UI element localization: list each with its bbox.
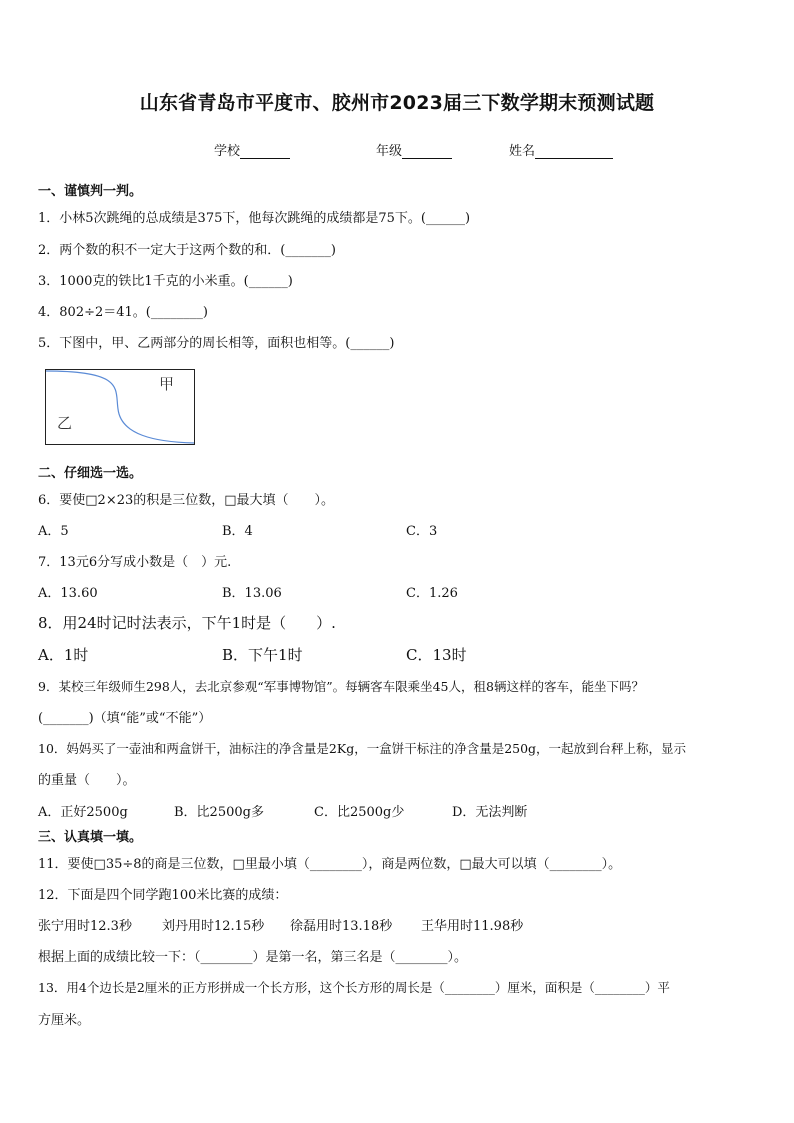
school-field[interactable] [214,140,290,159]
question-13-line-1: 13．用4个边长是2厘米的正方形拼成一个长方形，这个长方形的周长是（________）厘米，面积是（________）平 [38,980,670,995]
q6-option-b[interactable]: B．4 [222,524,253,539]
page-title: 山东省青岛市平度市、胶州市2023届三下数学期末预测试题 [139,92,655,114]
question-13-line-2: 方厘米。 [38,1013,91,1028]
q10-option-b[interactable]: B．比2500g多 [174,805,264,820]
q6-option-c[interactable]: C．3 [406,524,438,539]
question-2: 2．两个数的积不一定大于这两个数的和．(_______) [38,243,336,258]
q10-option-d[interactable]: D．无法判断 [452,805,528,820]
label-jia: 甲 [159,375,175,393]
section-2-heading: 二、仔细选一选。 [38,466,143,481]
q12-result-1: 张宁用时12.3秒 [38,919,132,934]
label-yi: 乙 [57,414,73,432]
question-10-line-1: 10．妈妈买了一壶油和两盒饼干，油标注的净含量是2Kg，一盒饼干标注的净含量是250g，一起放到台秤上称，显示 [38,741,687,756]
question-9-line-1: 9．某校三年级师生298人，去北京参观“军事博物馆”。每辆客车限乘坐45人，租8辆这样的客车，能坐下吗？ [38,679,644,694]
question-5: 5．下图中，甲、乙两部分的周长相等，面积也相等。(______) [38,336,395,351]
section-1-heading: 一、谨慎判一判。 [38,184,143,199]
q8-option-a[interactable]: A．1时 [38,646,89,664]
q12-result-4: 王华用时11.98秒 [421,919,524,934]
question-3: 3．1000克的铁比1千克的小米重。(______) [38,274,293,289]
q7-option-b[interactable]: B．13.06 [222,586,282,601]
name-blank[interactable] [535,146,613,159]
question-8: 8．用24时记时法表示，下午1时是（ ）. [38,614,336,632]
grade-blank[interactable] [402,146,452,159]
q6-option-a[interactable]: A．5 [38,524,69,539]
q7-option-c[interactable]: C．1.26 [406,586,458,601]
area-perimeter-figure [45,369,195,445]
q12-result-2: 刘丹用时12.15秒 [162,919,265,934]
question-6: 6．要使□2×23的积是三位数，□最大填（ ）。 [38,493,335,508]
school-blank[interactable] [240,146,290,159]
question-9-line-2: (_______)（填“能”或“不能”） [38,711,212,726]
question-7: 7．13元6分写成小数是（ ）元. [38,555,232,570]
question-1: 1．小林5次跳绳的总成绩是375下，他每次跳绳的成绩都是75下。(______) [38,211,471,226]
question-10-line-2: 的重量（ ）。 [38,773,136,788]
section-3-heading: 三、认真填一填。 [38,830,143,845]
q8-option-c[interactable]: C．13时 [406,646,467,664]
q10-option-c[interactable]: C．比2500g少 [314,805,405,820]
question-4: 4．802÷2＝41。(________) [38,305,208,320]
q7-option-a[interactable]: A．13.60 [38,586,98,601]
question-12: 12．下面是四个同学跑100米比赛的成绩： [38,888,288,903]
name-field[interactable] [509,140,613,159]
school-label: 学校 [214,144,241,159]
q10-option-a[interactable]: A．正好2500g [38,805,128,820]
question-11: 11．要使□35÷8的商是三位数，□里最小填（________），商是两位数，□最大可以填（________）。 [38,857,622,872]
grade-field[interactable] [376,140,452,159]
q12-result-3: 徐磊用时13.18秒 [290,919,393,934]
grade-label: 年级 [376,144,403,159]
q8-option-b[interactable]: B．下午1时 [222,646,303,664]
name-label: 姓名 [509,144,536,159]
question-12-ask: 根据上面的成绩比较一下：（________）是第一名，第三名是（________）。 [38,950,468,965]
